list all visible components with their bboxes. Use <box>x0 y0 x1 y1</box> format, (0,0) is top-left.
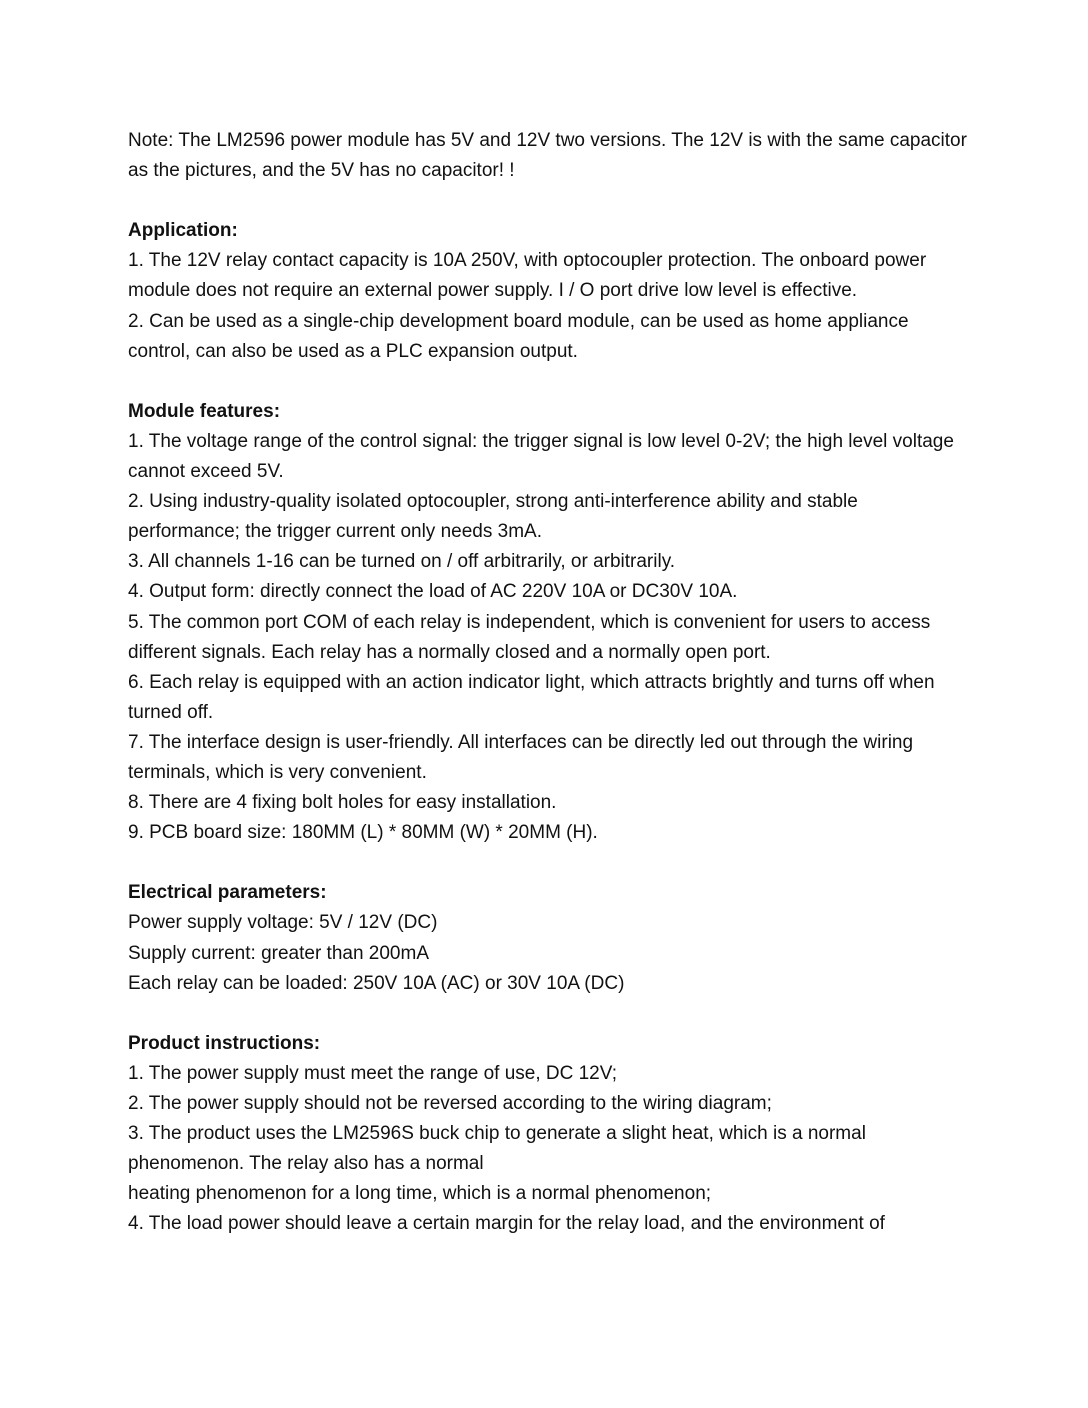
note-paragraph: Note: The LM2596 power module has 5V and 12V two versions. The 12V is with the same capacitor as the pictures, and the 5V has no capacitor! ! <box>128 130 967 182</box>
feature-item: 1. The voltage range of the control signal: the trigger signal is low level 0-2V; the high level voltage cannot exceed 5V. <box>128 430 954 483</box>
instruction-item: 3. The product uses the LM2596S buck chip to generate a slight heat, which is a normal phenomenon. The relay also has a normal <box>128 1123 866 1175</box>
feature-item: 3. All channels 1-16 can be turned on / off arbitrarily, or arbitrarily. <box>128 551 676 573</box>
feature-item: 9. PCB board size: 180MM (L) * 80MM (W) * 20MM (H). <box>128 822 598 844</box>
electrical-item: Each relay can be loaded: 250V 10A (AC) or 30V 10A (DC) <box>128 972 625 994</box>
electrical-item: Supply current: greater than 200mA <box>128 942 430 964</box>
instruction-item: heating phenomenon for a long time, which is a normal phenomenon; <box>128 1183 712 1205</box>
instruction-item: 2. The power supply should not be reversed according to the wiring diagram; <box>128 1093 772 1114</box>
application-item: 1. The 12V relay contact capacity is 10A 250V, with optocoupler protection. The onboard power module does not require an external power supply. I / O port drive low level is effective. <box>128 250 927 302</box>
feature-item: 2. Using industry-quality isolated optocoupler, strong anti-interference ability and stable performance; the trigger current only needs 3mA. <box>128 491 858 543</box>
application-heading: Application: <box>128 220 238 242</box>
electrical-heading: Electrical parameters: <box>128 882 327 904</box>
feature-item: 5. The common port COM of each relay is independent, which is convenient for users to access different signals. Each relay has a normally closed and a normally open port. <box>128 611 931 663</box>
feature-item: 4. Output form: directly connect the load of AC 220V 10A or DC30V 10A. <box>128 581 738 603</box>
application-item: 2. Can be used as a single-chip development board module, can be used as home appliance control, can also be used as a PLC expansion output. <box>128 310 909 362</box>
electrical-item: Power supply voltage: 5V / 12V (DC) <box>128 912 438 934</box>
document-page <box>128 126 968 1239</box>
instruction-item: 4. The load power should leave a certain margin for the relay load, and the environment of <box>128 1213 885 1235</box>
feature-item: 8. There are 4 fixing bolt holes for easy installation. <box>128 792 557 814</box>
feature-item: 7. The interface design is user-friendly. All interfaces can be directly led out through the wiring terminals, which is very convenient. <box>128 731 914 783</box>
instructions-heading: Product instructions: <box>128 1032 321 1054</box>
feature-item: 6. Each relay is equipped with an action indicator light, which attracts brightly and turns off when turned off. <box>128 671 935 723</box>
features-heading: Module features: <box>128 400 281 422</box>
instruction-item: 1. The power supply must meet the range of use, DC 12V; <box>128 1062 617 1084</box>
